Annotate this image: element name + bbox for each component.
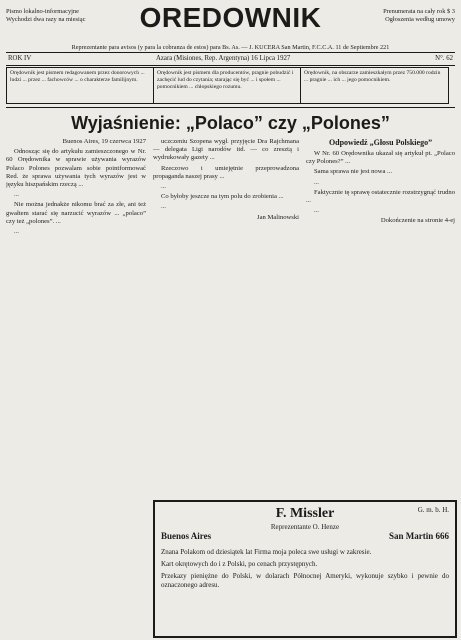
response-subheading: Odpowiedź „Głosu Polskiego”: [328, 138, 433, 147]
article-paragraph: ...: [14, 191, 19, 199]
advertiser-name: F. Missler: [275, 506, 335, 521]
article-paragraph: ...: [314, 207, 319, 215]
representation-line: Reprezentante para avisos (y para la cobranza de estos) para Bs. As. — J. KUCERA San Martin, F.C.C.A. 11 de Septiembre 221: [71, 44, 390, 51]
advertiser-city: Buenos Aires: [161, 531, 212, 541]
masthead: [6, 2, 455, 48]
article-column-2: [153, 138, 299, 494]
notice-boxes: [6, 67, 455, 108]
advertiser-representative: Reprezentante O. Henze: [270, 523, 340, 531]
article-paragraph: Odnosząc się do artykułu zamieszczonego w Nr. 60 Orędownika w sprawie używania wyrazów Polaco Polones pozwalam sobie pointformować Red. że sprawa używania tych wyrazów jest w języku hiszpańskim rzeczą ...: [6, 148, 146, 189]
masthead-right-line: Prenumerata na cały rok $ 3: [383, 8, 455, 15]
notice-box: Orędownik, na obszarze zamieszkałym przez 750.000 rodzin ... pragnie ... ich ... jego pomocnikiem.: [300, 67, 449, 104]
notice-box: Orędownik jest pismem redagowanem przez donorowych ... ludzi ... przez ... fachowców ... o charakterze familijnym.: [6, 67, 154, 104]
article-column-3: [306, 138, 455, 500]
article-paragraph: W Nr. 60 Orędownika ukazał się artykuł pt. „Polaco czy Polones?” ...: [306, 150, 455, 166]
advertiser-address: San Martin 666: [388, 531, 449, 541]
advertisement-paragraph: Przekazy pieniężne do Polski, w dolarach Północnej Ameryki, wykonuje szybko i pewnie do oznaczonego adresu.: [161, 572, 449, 589]
masthead-right-line: Ogłoszenia według umowy: [385, 16, 455, 24]
advertisement-box: [153, 500, 457, 638]
volume-label: ROK IV: [8, 55, 32, 62]
article-paragraph: ...: [161, 203, 166, 211]
issue-number: N°. 62: [435, 55, 453, 62]
newspaper-title: OREDOWNIK: [139, 2, 322, 33]
article-paragraph: Nie można jednakże nikomu brać za złe, ani też gwałtem starać się narzucić wyrazów ... „polaco” czy też „polones”. ...: [6, 201, 146, 225]
masthead-left-line: Pismo lokalno-informacyjne: [6, 8, 79, 15]
advertisement-body: [161, 548, 449, 593]
advertiser-firm: G. m. b. H.: [417, 506, 449, 514]
advertisement-paragraph: Kart okrętowych do i z Polski, po cenach przystępnych.: [161, 560, 318, 568]
masthead-left-line: Wychodzi dwa razy na miesiąc: [6, 16, 86, 24]
advertisement-header: [161, 506, 449, 546]
article-column-1: [6, 138, 146, 634]
article-paragraph: ...: [14, 228, 19, 236]
article-paragraph: uczczeniu Szopena wygł. przyjęcie Dra Rajchmana — delegata Ligi narodów itd. — co zresztą i wydrukowały gazety ...: [153, 138, 299, 162]
advertisement-paragraph: Znana Polakom od dziesiątek lat Firma moja poleca swe usługi w zakresie.: [161, 548, 372, 556]
dateline-label: Azara (Misiones, Rep. Argentyna) 16 Lipca 1927: [156, 55, 291, 62]
info-bar: [6, 52, 455, 66]
article-paragraph: ...: [161, 183, 166, 191]
article-paragraph: ...: [314, 178, 319, 186]
article-paragraph: Sama sprawa nie jest nowa ...: [314, 168, 393, 176]
article-dateline: Buenos Aires, 19 czerwca 1927: [62, 138, 146, 145]
article-paragraph: Rzeczowo i umiejętnie przeprowadzona propaganda naszej prasy ...: [153, 164, 299, 180]
masthead-left: [6, 8, 132, 25]
continuation-note: Dokończenie na stronie 4-ej: [380, 217, 455, 225]
article-signature: Jan Malinowski: [257, 213, 299, 221]
masthead-right: [329, 8, 455, 25]
article-paragraph: Faktycznie tę sprawę ostatecznie rozstrzygnąć trudno ...: [306, 188, 455, 205]
notice-box: Orędownik jest pismem dla producentów, pragnie pobudzić i zachęcić lud do czytania; starając się być ... i społem ... pomocnikiem ... chłopskiego rozumu.: [153, 67, 301, 104]
article-headline: Wyjaśnienie: „Polaco” czy „Polones”: [71, 113, 390, 133]
article-paragraph: Co byłoby jeszcze na tym polu do zrobienia ...: [161, 193, 284, 201]
